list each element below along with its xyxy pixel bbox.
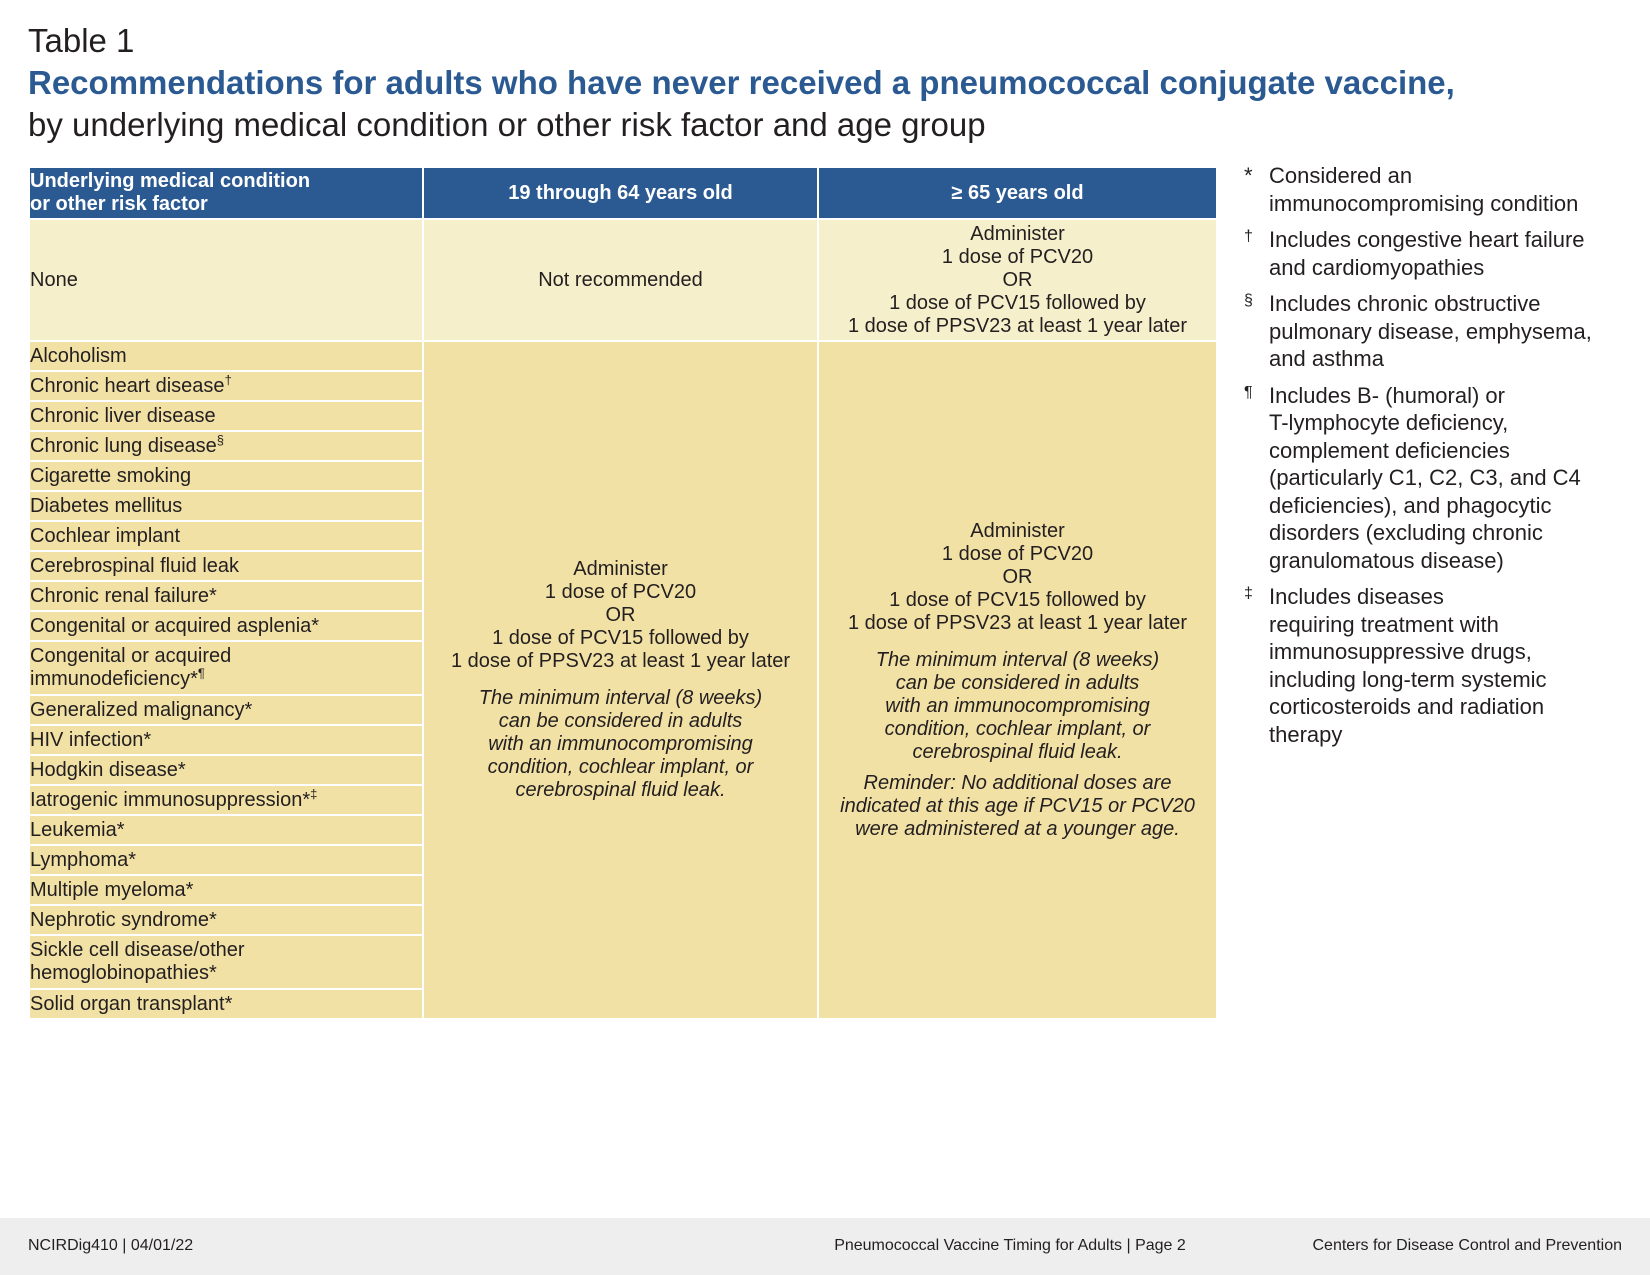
- condition-cell: [29, 641, 423, 695]
- footnote-text: [1269, 290, 1640, 373]
- interval-line: The minimum interval (8 weeks): [875, 648, 1160, 671]
- footnote-symbol: §: [1244, 292, 1253, 309]
- footnote-line: (particularly C1, C2, C3, and C4: [1269, 465, 1581, 490]
- table-label: Table 1: [28, 22, 135, 59]
- none-65-line: 1 dose of PPSV23 at least 1 year later: [847, 314, 1188, 337]
- footnote-text: [1269, 583, 1640, 748]
- footnote-mark: †: [224, 371, 232, 387]
- condition-cell: [29, 611, 423, 641]
- interval-line: cerebrospinal fluid leak.: [515, 779, 726, 801]
- condition-name: Multiple myeloma*: [30, 878, 194, 901]
- footnote-line: Considered an: [1269, 163, 1413, 188]
- footnote-line: complement deficiencies: [1269, 437, 1510, 463]
- risk-65-line: OR: [1002, 565, 1033, 588]
- interval-line: with an immunocompromising: [488, 733, 753, 755]
- interval-line: can be considered in adults: [498, 710, 743, 732]
- footnote-line: pulmonary disease, emphysema,: [1269, 318, 1592, 344]
- footnote-mark: ‡: [310, 785, 318, 801]
- condition-name: Chronic heart disease: [30, 374, 225, 397]
- none-65-line: Administer: [970, 222, 1065, 245]
- footnote-line: granulomatous disease): [1269, 547, 1504, 573]
- condition-name: Congenital or acquired asplenia*: [30, 614, 320, 637]
- risk-65-line: 1 dose of PPSV23 at least 1 year later: [847, 611, 1188, 634]
- condition-cell: [29, 371, 423, 401]
- condition-name: Solid organ transplant*: [30, 992, 233, 1015]
- risk-65-line: 1 dose of PCV15 followed by: [889, 588, 1146, 611]
- condition-cell: [29, 491, 423, 521]
- condition-cell: [29, 815, 423, 845]
- footnote-item: [1240, 583, 1640, 748]
- reminder-line: indicated at this age if PCV15 or PCV20: [840, 794, 1195, 817]
- condition-name: Generalized malignancy*: [30, 698, 253, 721]
- page-subtitle: by underlying medical condition or other risk factor and age group: [28, 106, 986, 143]
- interval-line: can be considered in adults: [895, 671, 1140, 694]
- footnote-symbol: ¶: [1244, 383, 1253, 401]
- reminder-line: Reminder: No additional doses are: [863, 771, 1172, 794]
- footnote-symbol: †: [1244, 228, 1253, 245]
- footnote-line: Includes chronic obstructive: [1269, 291, 1541, 316]
- header-condition: [29, 167, 423, 219]
- footer-doc-id: NCIRDig410 | 04/01/22: [28, 1237, 194, 1254]
- footnote-line: therapy: [1269, 721, 1343, 747]
- condition-cell: [29, 551, 423, 581]
- condition-name-cont: hemoglobinopathies*: [30, 962, 217, 984]
- risk-19-64-line: OR: [605, 604, 636, 626]
- footnote-line: deficiencies), and phagocytic: [1269, 492, 1552, 518]
- condition-cell: [29, 875, 423, 905]
- condition-cell: [29, 431, 423, 461]
- page-title: Recommendations for adults who have never received a pneumococcal conjugate vaccine,: [28, 64, 1455, 101]
- title-block: [28, 20, 1628, 146]
- footnote-line: Includes congestive heart failure: [1269, 227, 1585, 252]
- condition-cell: [29, 785, 423, 815]
- risk-age-19-64: [423, 341, 818, 1019]
- footnote-line: T-lymphocyte deficiency,: [1269, 410, 1509, 435]
- condition-cell: [29, 905, 423, 935]
- condition-cell: [29, 461, 423, 491]
- header-age-19-64: 19 through 64 years old: [423, 167, 818, 219]
- condition-none: None: [29, 219, 423, 341]
- header-condition-line2: or other risk factor: [30, 193, 208, 215]
- condition-name: Diabetes mellitus: [30, 494, 183, 517]
- condition-name: Sickle cell disease/other: [30, 939, 245, 961]
- footer-org: Centers for Disease Control and Prevention: [1312, 1237, 1622, 1254]
- condition-cell: [29, 521, 423, 551]
- risk-age-65: [818, 341, 1217, 1019]
- table-row: [29, 341, 1217, 371]
- risk-19-64-line: 1 dose of PPSV23 at least 1 year later: [450, 650, 791, 672]
- footnote-line: and asthma: [1269, 346, 1384, 371]
- interval-line: condition, cochlear implant, or: [884, 717, 1151, 740]
- condition-name: Chronic liver disease: [30, 404, 216, 427]
- condition-cell: [29, 725, 423, 755]
- interval-line: with an immunocompromising: [885, 694, 1150, 717]
- risk-65-line: Administer: [970, 519, 1065, 542]
- risk-19-64-line: 1 dose of PCV15 followed by: [492, 627, 749, 649]
- reminder-line: were administered at a younger age.: [855, 817, 1180, 840]
- condition-cell: [29, 935, 423, 989]
- footnote-line: requiring treatment with: [1269, 611, 1499, 637]
- recommendations-table: [28, 166, 1218, 1020]
- footnote-line: Includes B- (humoral) or: [1269, 382, 1505, 408]
- footnote-item: [1240, 162, 1640, 217]
- condition-cell: [29, 845, 423, 875]
- footnote-line: corticosteroids and radiation: [1269, 694, 1545, 719]
- condition-cell: [29, 341, 423, 371]
- footnote-mark: §: [216, 431, 225, 447]
- footnote-line: and cardiomyopathies: [1269, 254, 1485, 280]
- footnote-line: Includes diseases: [1269, 584, 1444, 609]
- condition-name: Cochlear implant: [30, 524, 181, 547]
- header-condition-line1: Underlying medical condition: [30, 170, 311, 192]
- condition-name-cont: immunodeficiency*: [30, 668, 198, 690]
- condition-name: Congenital or acquired: [30, 645, 232, 667]
- table-header-row: [29, 167, 1217, 219]
- risk-65-reminder-note: [819, 772, 1216, 841]
- interval-line: The minimum interval (8 weeks): [478, 687, 763, 709]
- none-age-65: [818, 219, 1217, 341]
- table-row-none: [29, 219, 1217, 341]
- condition-name: Leukemia*: [30, 818, 125, 841]
- risk-65-line: 1 dose of PCV20: [941, 542, 1094, 565]
- condition-name: Cerebrospinal fluid leak: [30, 554, 240, 577]
- footnote-text: [1269, 162, 1640, 217]
- condition-name: Nephrotic syndrome*: [30, 908, 217, 931]
- footnote-text: [1269, 226, 1640, 281]
- condition-name: Chronic lung disease: [30, 434, 217, 457]
- footnote-line: including long-term systemic: [1269, 666, 1547, 692]
- footnote-symbol: *: [1244, 163, 1253, 188]
- none-65-line: 1 dose of PCV20: [941, 245, 1094, 268]
- footnote-item: [1240, 226, 1640, 281]
- footnote-line: immunocompromising condition: [1269, 190, 1579, 216]
- footnote-symbol: ‡: [1244, 585, 1253, 602]
- footnotes: [1240, 162, 1640, 757]
- condition-name: Hodgkin disease*: [30, 758, 186, 781]
- interval-line: cerebrospinal fluid leak.: [912, 740, 1123, 763]
- condition-cell: [29, 755, 423, 785]
- condition-cell: [29, 989, 423, 1019]
- condition-cell: [29, 695, 423, 725]
- interval-line: condition, cochlear implant, or: [487, 756, 754, 778]
- footnote-line: immunosuppressive drugs,: [1269, 639, 1532, 664]
- footer-page-title: Pneumococcal Vaccine Timing for Adults | Page 2: [834, 1237, 1186, 1254]
- header-age-65: ≥ 65 years old: [818, 167, 1217, 219]
- footnote-text: [1269, 382, 1640, 575]
- risk-65-interval-note: [819, 649, 1216, 764]
- condition-name: Cigarette smoking: [30, 464, 192, 487]
- none-65-line: OR: [1002, 268, 1033, 291]
- none-age-19-64: Not recommended: [423, 219, 818, 341]
- footnote-mark: ¶: [197, 665, 205, 681]
- footnote-item: [1240, 290, 1640, 373]
- risk-19-64-line: Administer: [573, 558, 668, 580]
- condition-cell: [29, 401, 423, 431]
- condition-name: Alcoholism: [30, 344, 127, 367]
- risk-19-64-line: 1 dose of PCV20: [544, 581, 697, 603]
- condition-name: HIV infection*: [30, 728, 152, 751]
- footnote-item: [1240, 382, 1640, 575]
- condition-name: Lymphoma*: [30, 848, 136, 871]
- risk-19-64-interval-note: [424, 687, 817, 802]
- footnote-line: disorders (excluding chronic: [1269, 520, 1543, 545]
- page-footer: [0, 1218, 1650, 1275]
- none-65-line: 1 dose of PCV15 followed by: [889, 291, 1146, 314]
- condition-name: Iatrogenic immunosuppression*: [30, 788, 311, 811]
- condition-cell: [29, 581, 423, 611]
- condition-name: Chronic renal failure*: [30, 584, 217, 607]
